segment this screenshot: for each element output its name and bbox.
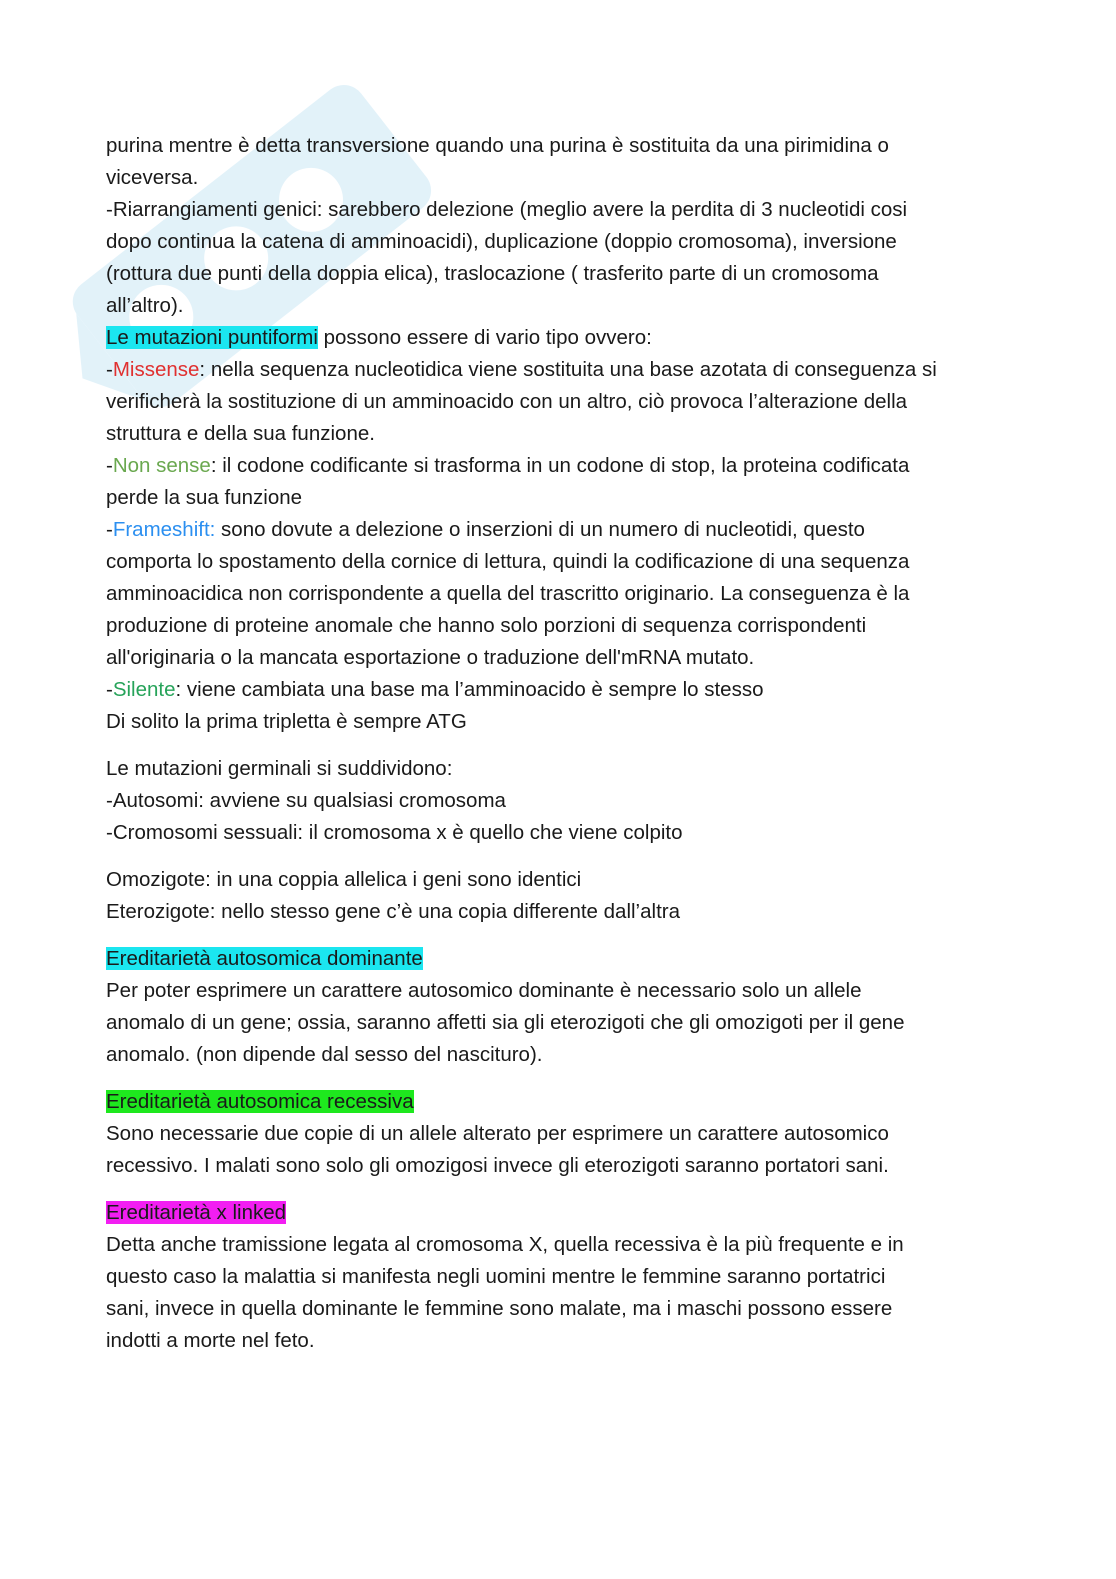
xlinked-line: questo caso la malattia si manifesta negli uomini mentre le femmine saranno portatrici xyxy=(106,1265,886,1288)
frameshift-line: produzione di proteine anomale che hanno solo porzioni di sequenza corrispondenti xyxy=(106,614,867,637)
xlinked-line: sani, invece in quella dominante le femmine sono malate, ma i maschi possono essere xyxy=(106,1297,893,1320)
germinali-line: -Autosomi: avviene su qualsiasi cromosoma xyxy=(106,789,506,812)
xlinked-heading: Ereditarietà x linked xyxy=(106,1201,287,1224)
frameshift-line: comporta lo spostamento della cornice di lettura, quindi la codificazione di una sequenza xyxy=(106,550,910,573)
frameshift-line: amminoacidica non corrispondente a quella del trascritto originario. La conseguenza è la xyxy=(106,582,910,605)
dominante-line: anomalo di un gene; ossia, saranno affetti sia gli eterozigoti che gli omozigoti per il gene xyxy=(106,1011,905,1034)
missense-line: struttura e della sua funzione. xyxy=(106,422,375,445)
missense-term: Missense xyxy=(112,358,200,381)
frameshift-line: all'originaria o la mancata esportazione o traduzione dell'mRNA mutato. xyxy=(106,646,755,669)
riarrangiamenti-line: -Riarrangiamenti genici: sarebbero delezione (meglio avere la perdita di 3 nucleotidi cosi xyxy=(106,198,908,221)
xlinked-heading-line xyxy=(106,1197,1006,1229)
missense-line xyxy=(106,354,1006,386)
recessiva-line: recessivo. I malati sono solo gli omozigosi invece gli eterozigoti saranno portatori sani. xyxy=(106,1154,889,1177)
silente-line xyxy=(106,674,1006,706)
frameshift-term: Frameshift: xyxy=(112,518,216,541)
intro-line: purina mentre è detta transversione quando una purina è sostituita da una pirimidina o xyxy=(106,134,889,157)
dominante-heading-line xyxy=(106,943,1006,975)
riarrangiamenti-line: all’altro). xyxy=(106,294,184,317)
xlinked-line: Detta anche tramissione legata al cromosoma X, quella recessiva è la più frequente e in xyxy=(106,1233,904,1256)
riarrangiamenti-line: (rottura due punti della doppia elica), traslocazione ( trasferito parte di un cromosoma xyxy=(106,262,879,285)
frameshift-line xyxy=(106,514,1006,546)
nonsense-prefix: - xyxy=(106,454,113,477)
germinali-line: Le mutazioni germinali si suddividono: xyxy=(106,757,453,780)
nonsense-line xyxy=(106,450,1006,482)
recessiva-line: Sono necessarie due copie di un allele alterato per esprimere un carattere autosomico xyxy=(106,1122,889,1145)
puntiformi-text: possono essere di vario tipo ovvero: xyxy=(317,326,652,349)
missense-text: : nella sequenza nucleotidica viene sostituita una base azotata di conseguenza si xyxy=(199,358,937,381)
document-body xyxy=(106,130,1006,1357)
puntiformi-heading: Le mutazioni puntiformi xyxy=(106,326,318,349)
nonsense-term: Non sense xyxy=(112,454,211,477)
recessiva-heading: Ereditarietà autosomica recessiva xyxy=(106,1090,414,1113)
recessiva-heading-line xyxy=(106,1086,1006,1118)
dominante-heading: Ereditarietà autosomica dominante xyxy=(106,947,423,970)
puntiformi-paragraph xyxy=(106,322,1006,354)
riarrangiamenti-line: dopo continua la catena di amminoacidi), duplicazione (doppio cromosoma), inversione xyxy=(106,230,897,253)
nonsense-text: : il codone codificante si trasforma in un codone di stop, la proteina codificata xyxy=(210,454,910,477)
xlinked-line: indotti a morte nel feto. xyxy=(106,1329,315,1352)
silente-term: Silente xyxy=(112,678,176,701)
missense-line: verificherà la sostituzione di un amminoacido con un altro, ciò provoca l’alterazione della xyxy=(106,390,908,413)
frameshift-prefix: - xyxy=(106,518,113,541)
zigoti-line: Eterozigote: nello stesso gene c’è una copia differente dall’altra xyxy=(106,900,680,923)
intro-line: viceversa. xyxy=(106,166,199,189)
zigoti-line: Omozigote: in una coppia allelica i geni sono identici xyxy=(106,868,582,891)
dominante-line: anomalo. (non dipende dal sesso del nascituro). xyxy=(106,1043,543,1066)
germinali-line: -Cromosomi sessuali: il cromosoma x è quello che viene colpito xyxy=(106,821,683,844)
silente-prefix: - xyxy=(106,678,113,701)
tripletta-line: Di solito la prima tripletta è sempre ATG xyxy=(106,710,467,733)
nonsense-line: perde la sua funzione xyxy=(106,486,303,509)
dominante-line: Per poter esprimere un carattere autosomico dominante è necessario solo un allele xyxy=(106,979,862,1002)
missense-prefix: - xyxy=(106,358,113,381)
silente-text: : viene cambiata una base ma l’amminoacido è sempre lo stesso xyxy=(175,678,764,701)
frameshift-text: sono dovute a delezione o inserzioni di un numero di nucleotidi, questo xyxy=(215,518,865,541)
